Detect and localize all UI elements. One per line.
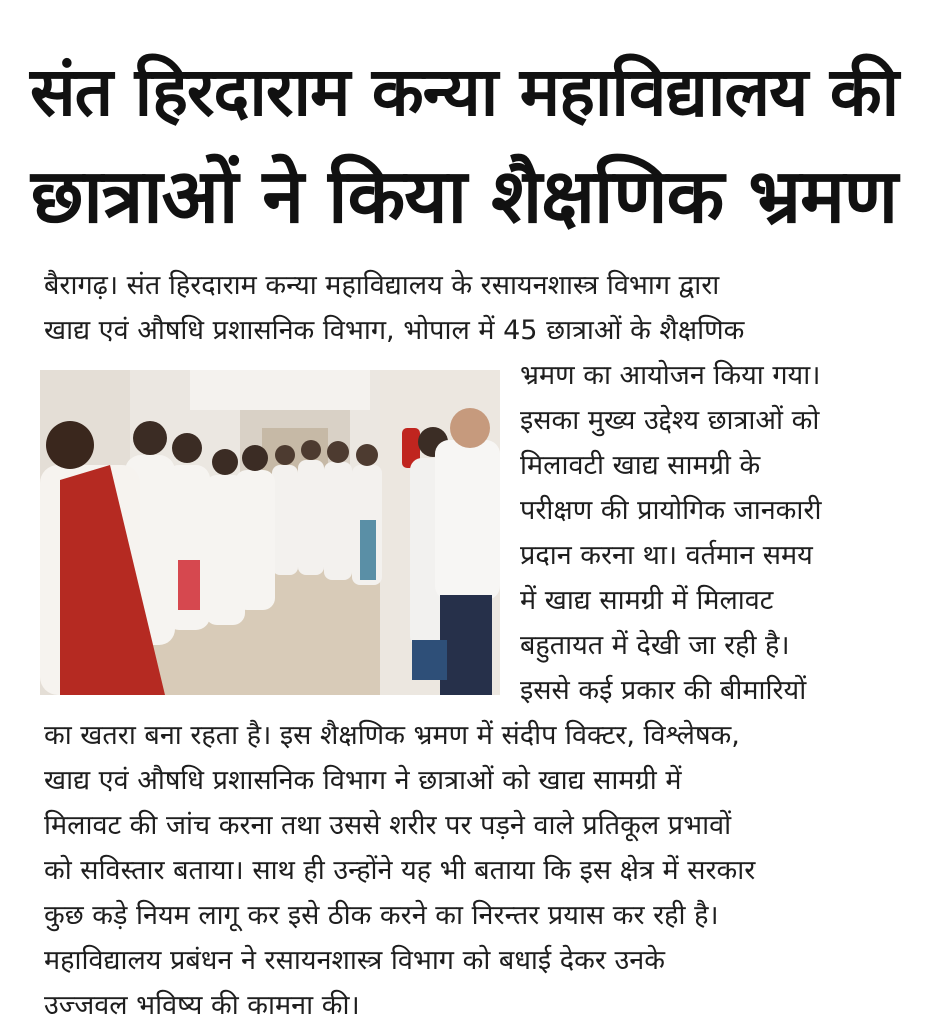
body-line-6: परीक्षण की प्रायोगिक जानकारी	[520, 495, 822, 526]
headline-line-2: छात्राओं ने किया शैक्षणिक भ्रमण	[30, 152, 898, 240]
body-line-8: में खाद्य सामग्री में मिलावट	[520, 585, 774, 616]
body-line-9: बहुतायत में देखी जा रही है।	[520, 630, 790, 661]
body-line-7: प्रदान करना था। वर्तमान समय	[520, 540, 813, 571]
students-visit-photo	[40, 370, 500, 695]
body-line-13: मिलावट की जांच करना तथा उससे शरीर पर पड़ने वाले प्रतिकूल प्रभावों	[44, 810, 732, 841]
body-line-10: इससे कई प्रकार की बीमारियों	[520, 675, 807, 706]
body-line-5: मिलावटी खाद्य सामग्री के	[520, 450, 761, 481]
body-line-4: इसका मुख्य उद्देश्य छात्राओं को	[520, 405, 820, 436]
body-line-14: को सविस्तार बताया। साथ ही उन्होंने यह भी बताया कि इस क्षेत्र में सरकार	[44, 855, 756, 886]
body-line-11: का खतरा बना रहता है। इस शैक्षणिक भ्रमण में संदीप विक्टर, विश्लेषक,	[44, 720, 740, 751]
article-headline	[30, 40, 898, 248]
body-line-15: कुछ कड़े नियम लागू कर इसे ठीक करने का निरन्तर प्रयास कर रही है।	[44, 900, 719, 931]
body-line-1: बैरागढ़। संत हिरदाराम कन्या महाविद्यालय के रसायनशास्त्र विभाग द्वारा	[44, 270, 720, 301]
body-line-17: उज्जवल भविष्य की कामना की।	[44, 990, 360, 1021]
headline-line-1: संत हिरदाराम कन्या महाविद्यालय की	[30, 52, 899, 131]
body-line-12: खाद्य एवं औषधि प्रशासनिक विभाग ने छात्राओं को खाद्य सामग्री में	[44, 765, 682, 796]
article-photo	[40, 370, 500, 695]
body-line-3: भ्रमण का आयोजन किया गया।	[520, 360, 821, 391]
body-line-2: खाद्य एवं औषधि प्रशासनिक विभाग, भोपाल में 45 छात्राओं के शैक्षणिक	[44, 315, 745, 346]
body-line-16: महाविद्यालय प्रबंधन ने रसायनशास्त्र विभाग को बधाई देकर उनके	[44, 945, 665, 976]
